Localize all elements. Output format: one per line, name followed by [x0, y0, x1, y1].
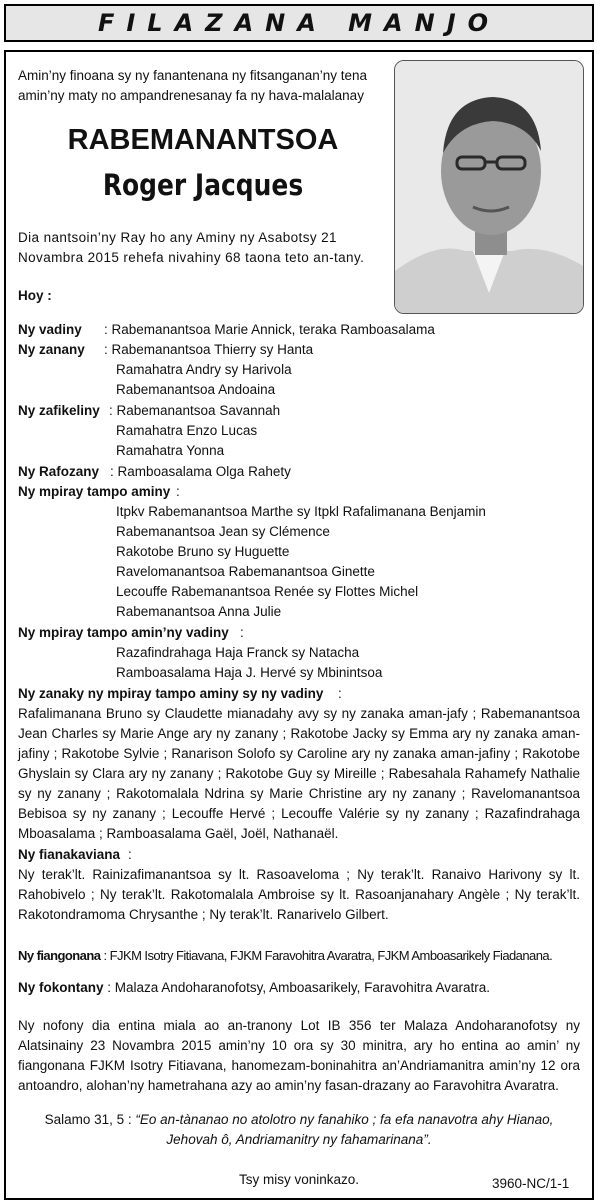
rafozany-name: : Ramboasalama Olga Rahety	[110, 464, 291, 479]
rafozany-label: Ny Rafozany	[18, 464, 100, 479]
mpiray-aminy-item: Rakotobe Bruno sy Huguette	[116, 544, 290, 559]
fiangonana-label: Ny fiangonana	[18, 948, 101, 963]
zanany-label: Ny zanany	[18, 342, 85, 357]
mpiray-aminy-item: Lecouffe Rabemanantsoa Renée sy Flottes Michel	[116, 584, 419, 599]
funeral-details: Ny nofony dia entina miala ao an-tranony Lot IB 356 ter Malaza Andoharanofotsy ny Alatsinainy 23 Novambra 2015 amin’ny 10 ora sy 30 minitra, ary ho entina ao amin’ ny fiangonana FJKM Isotry Fitiavana, hanomezam-boninahitra an’Andriamanitra amin’ny 12 ora antoandro, alohan’ny hametrahana azy ao amin’ny fasan-drazany ao Faravohitra Avaratra.	[18, 1018, 580, 1093]
intro-text: Amin’ny finoana sy ny fanantenana ny fitsanganan’ny tena amin’ny maty no ampandrenesanay fa ny hava-malalanay	[18, 68, 367, 103]
fianakaviana-label: Ny fianakaviana	[18, 847, 121, 862]
zanaky-label: Ny zanaky ny mpiray tampo aminy sy ny vadiny	[18, 686, 324, 701]
fokontany-list: : Malaza Andoharanofotsy, Amboasarikely, Faravohitra Avaratra.	[107, 980, 490, 995]
vadiny-label: Ny vadiny	[18, 322, 82, 337]
psalm-reference: Salamo 31, 5 :	[44, 1112, 132, 1127]
mpiray-vadiny-item: Ramboasalama Haja J. Hervé sy Mbinintsoa	[116, 665, 383, 680]
zafikeliny-item: Ramahatra Yonna	[116, 443, 225, 458]
deceased-portrait	[394, 60, 584, 314]
mpiray-aminy-item: Ravelomanantsoa Rabemanantsoa Ginette	[116, 564, 375, 579]
zanany-item: Ramahatra Andry sy Harivola	[116, 362, 292, 377]
deceased-given-names: Roger Jacques	[102, 168, 304, 202]
zanany-item: : Rabemanantsoa Thierry sy Hanta	[104, 342, 314, 357]
psalm-text: “Eo an-tànanao no atolotro ny fanahiko ; fa efa nanavotra ahy Hianao, Jehovah ô, Andriamanitry ny fahamarinana”.	[135, 1112, 554, 1147]
death-notice: Dia nantsoin’ny Ray ho any Aminy ny Asabotsy 21 Novambra 2015 rehefa nivahiny 68 taona teto an-tany.	[18, 230, 365, 265]
mpiray-vadiny-item: Razafindrahaga Haja Franck sy Natacha	[116, 645, 360, 660]
mpiray-aminy-label: Ny mpiray tampo aminy	[18, 484, 171, 499]
zafikeliny-label: Ny zafikeliny	[18, 403, 100, 418]
mpiray-vadiny-colon: :	[240, 625, 244, 640]
vadiny-name: : Rabemanantsoa Marie Annick, teraka Ramboasalama	[104, 322, 435, 337]
mpiray-vadiny-label: Ny mpiray tampo amin’ny vadiny	[18, 625, 229, 640]
zanaky-text: Rafalimanana Bruno sy Claudette mianadahy avy sy ny zanaka aman-jafy ; Rabemanantsoa Jean Charles sy Marie Ange ary ny zanany ; Rakotobe Jacky sy Emma ary ny zanaka aman-jafiny ; Rakotobe Sylvie ; Ranarison Solofo sy Caroline ary ny zanaka aman-jafiny ; Rakotobe Ghyslain sy Clara ary ny zanany ; Rakotobe Guy sy Mireille ; Rabesahala Rahamefy Nathalie sy ny zanany ; Rakotomalala Ndrina sy Marie Christine ary ny zanany ; Ravelomanantsoa Bebisoa sy ny zanany ; Lecouffe Hervé ; Lecouffe Valérie sy ny zanany ; Razafindrahaga Mboasalama ; Ramboasalama Gaël, Joël, Nathanaël.	[18, 706, 580, 841]
mpiray-aminy-colon: :	[176, 484, 180, 499]
fianakaviana-colon: :	[128, 847, 132, 862]
no-flowers-note: Tsy misy voninkazo.	[238, 1172, 360, 1187]
psalm-quote	[18, 1110, 580, 1150]
fokontany-line	[18, 978, 490, 998]
fiangonana-line	[18, 946, 552, 966]
deceased-surname: RABEMANANTSOA	[67, 124, 339, 156]
mpiray-aminy-item: Rabemanantsoa Jean sy Clémence	[116, 524, 330, 539]
zanaky-colon: :	[338, 686, 342, 701]
notice-title: FILAZANA MANJO	[97, 9, 501, 37]
zafikeliny-item: : Rabemanantsoa Savannah	[109, 403, 281, 418]
fokontany-label: Ny fokontany	[18, 980, 104, 995]
fiangonana-list: : FJKM Isotry Fitiavana, FJKM Faravohitra Avaratra, FJKM Amboasarikely Fiadanana.	[103, 948, 553, 963]
fianakaviana-text: Ny terak’lt. Rainizafimanantsoa sy lt. Rasoaveloma ; Ny terak’lt. Ranaivo Harivony sy lt. Rahobivelo ; Ny terak’lt. Rakotomalala Ambroise sy lt. Rasoanjanahary Angèle ; Ny terak’lt. Rakotondramoma Chrysanthe ; Ny terak’lt. Ranarivelo Gilbert.	[18, 867, 580, 922]
zanany-item: Rabemanantsoa Andoaina	[116, 382, 276, 397]
mpiray-aminy-item: Rabemanantsoa Anna Julie	[116, 604, 282, 619]
hoy-label: Hoy :	[18, 288, 52, 303]
mpiray-aminy-item: Itpkv Rabemanantsoa Marthe sy Itpkl Rafalimanana Benjamin	[116, 504, 486, 519]
reference-code: 3960-NC/1-1	[492, 1176, 570, 1191]
notice-header	[4, 4, 594, 42]
zafikeliny-item: Ramahatra Enzo Lucas	[116, 423, 258, 438]
